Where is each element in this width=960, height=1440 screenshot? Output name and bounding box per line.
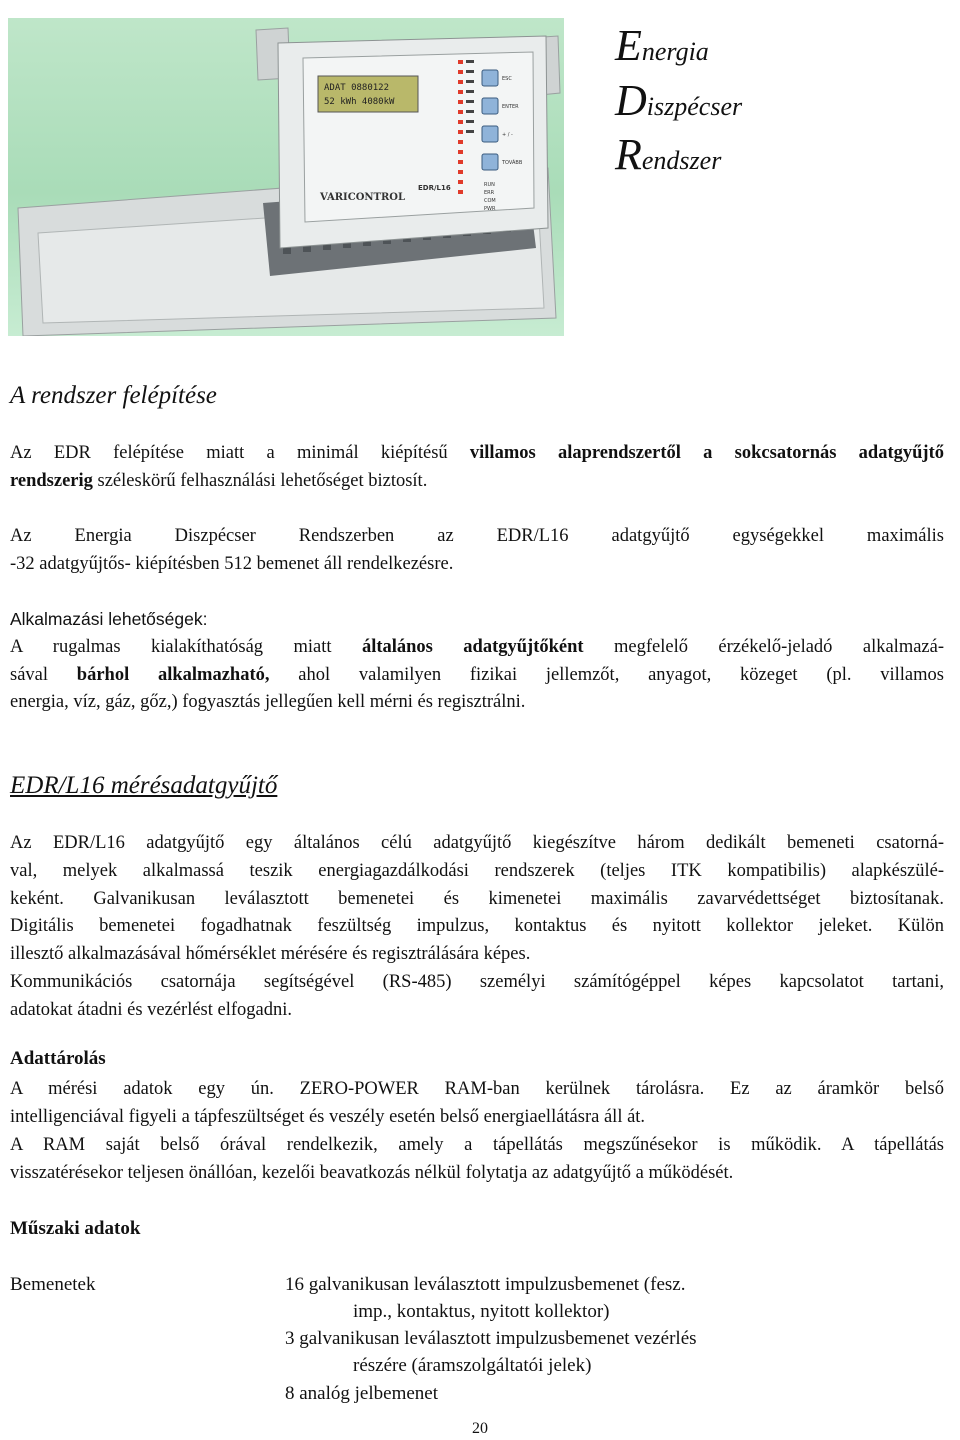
edr-desc-line-2: val, melyek alkalmassá teszik energiagazdálkodási rendszerek (teljes ITK kompatibilis) alapkészülé- [10, 860, 944, 881]
intro-text-b: széleskörű felhasználási lehetőséget biztosít. [92, 470, 428, 491]
device-model: EDR/L16 [418, 184, 451, 192]
storage-line-3: A RAM saját belső órával rendelkezik, amely a tápellátás megszűnésekor is működik. A tápellátás [10, 1135, 944, 1155]
spec-label-bemenetek: Bemenetek [10, 1274, 96, 1295]
section-heading-felepites: A rendszer felépítése [10, 382, 217, 409]
title-rest-iszpecser: iszpécser [646, 92, 743, 121]
led-label-run: RUN [484, 182, 495, 188]
title-initial-e: E [615, 21, 642, 70]
title-line-diszpecser [615, 76, 743, 125]
intro-line-2 [10, 468, 944, 496]
spec-item-1: 16 galvanikusan leválasztott impulzusbemenet (fesz. [285, 1274, 686, 1295]
device-button-enter [482, 98, 498, 114]
applications-text-c: sával [10, 664, 77, 685]
paragraph-applications-body [10, 634, 944, 717]
device-brand: VARICONTROL [320, 192, 406, 203]
applications-text-b: megfelelő érzékelő-jeladó alkalmazá- [583, 637, 945, 657]
paragraph-edr-l16-description [10, 830, 944, 1025]
applications-text-a: A rugalmas kialakíthatóság miatt [10, 637, 362, 657]
button-label-plus-minus: + / - [502, 132, 513, 138]
button-label-tovabb: TOVÁBB [502, 160, 523, 166]
edr-desc-line-1: Az EDR/L16 adatgyűjtő egy általános célú adatgyűjtő kiegészítve három dedikált bemeneti csatorná- [10, 833, 944, 853]
intro-text-bold-b: rendszerig [10, 470, 93, 491]
device-button-tovabb [482, 154, 498, 170]
max-inputs-line-1: Az Energia Diszpécser Rendszerben az EDR/L16 adatgyűjtő egységekkel maximális [10, 526, 944, 546]
page-number: 20 [472, 1420, 488, 1437]
intro-text-bold-a: villamos alaprendszertől a sokcsatornás adatgyűjtő [469, 443, 944, 463]
edr-desc-line-4: Digitális bemenetei fogadhatnak feszültség impulzus, kontaktus és nyitott kollektor jeleket. Külön [10, 916, 944, 937]
edr-desc-line-5: illesztő alkalmazásával hőmérséklet mérésére és regisztrálására képes. [10, 944, 531, 965]
title-line-energia [615, 21, 709, 70]
applications-title: Alkalmazási lehetőségek: [10, 609, 208, 629]
led-label-com: COM [484, 198, 496, 204]
edr-desc-line-7: adatokat átadni és vezérlést elfogadni. [10, 999, 292, 1020]
edr-desc-line-3: keként. Galvanikusan leválasztott bemenetei és kimenetei maximális zavarvédettséget biztosítanak. [10, 888, 944, 909]
spec-item-2-cont: részére (áramszolgáltatói jelek) [353, 1355, 592, 1376]
storage-line-2: intelligenciával figyeli a tápfeszültséget és veszély esetén belső energiaellátásra áll át. [10, 1107, 646, 1127]
applications-text-d: ahol valamilyen fizikai jellemzőt, anyagot, közeget (pl. villamos [269, 664, 944, 685]
heading-adattarolas: Adattárolás [10, 1048, 106, 1069]
led-label-err: ERR [484, 190, 495, 196]
spec-item-3: 8 analóg jelbemenet [285, 1383, 438, 1404]
storage-line-4: visszatérésekor teljesen önállóan, kezelői beavatkozás nélkül folytatja az adatgyűjtő a működését. [10, 1163, 734, 1183]
title-initial-d: D [615, 76, 647, 125]
title-line-rendszer [615, 130, 722, 179]
device-button-plus-minus [482, 126, 498, 142]
applications-line-3: energia, víz, gáz, gőz,) fogyasztás jellegűen kell mérni és regisztrálni. [10, 692, 526, 712]
max-inputs-line-2: -32 adatgyűjtős- kiépítésben 512 bemenet áll rendelkezésre. [10, 553, 454, 574]
intro-text-a: Az EDR felépítése miatt a minimál kiépítésű [10, 443, 470, 463]
paragraph-applications [10, 606, 944, 634]
paragraph-edr-intro [10, 440, 944, 495]
paragraph-data-storage [10, 1075, 944, 1187]
intro-line-1 [10, 440, 944, 468]
title-initial-r: R [615, 130, 642, 179]
lcd-line-2: 52 kWh 4080kW [324, 97, 395, 107]
led-label-pwr: PWR [484, 206, 496, 212]
applications-text-bold-a: általános adatgyűjtőként [361, 637, 584, 657]
applications-text-bold-b: bárhol alkalmazható, [76, 664, 270, 685]
data-logger-device-illustration [8, 18, 564, 336]
button-label-enter: ENTER [502, 104, 519, 110]
storage-line-1: A mérési adatok egy ún. ZERO-POWER RAM-ban kerülnek tárolásra. Ez az áramkör belső [10, 1079, 944, 1099]
title-rest-endszer: endszer [641, 146, 722, 175]
title-rest-nergia: nergia [641, 37, 709, 66]
applications-line-2 [10, 662, 944, 690]
applications-line-1 [10, 634, 944, 662]
spec-item-2: 3 galvanikusan leválasztott impulzusbemenet vezérlés [285, 1328, 697, 1349]
product-photo [8, 18, 564, 336]
heading-muszaki-adatok: Műszaki adatok [10, 1218, 141, 1239]
spec-item-1-cont: imp., kontaktus, nyitott kollektor) [353, 1301, 610, 1322]
device-button-esc [482, 70, 498, 86]
lcd-line-1: ADAT 0880122 [324, 83, 390, 93]
section-heading-edr-l16: EDR/L16 mérésadatgyűjtő [10, 772, 278, 799]
button-label-esc: ESC [502, 76, 512, 82]
paragraph-max-inputs [10, 523, 944, 578]
edr-desc-line-6: Kommunikációs csatornája segítségével (RS-485) személyi számítógéppel képes kapcsolatot tartani, [10, 971, 944, 992]
